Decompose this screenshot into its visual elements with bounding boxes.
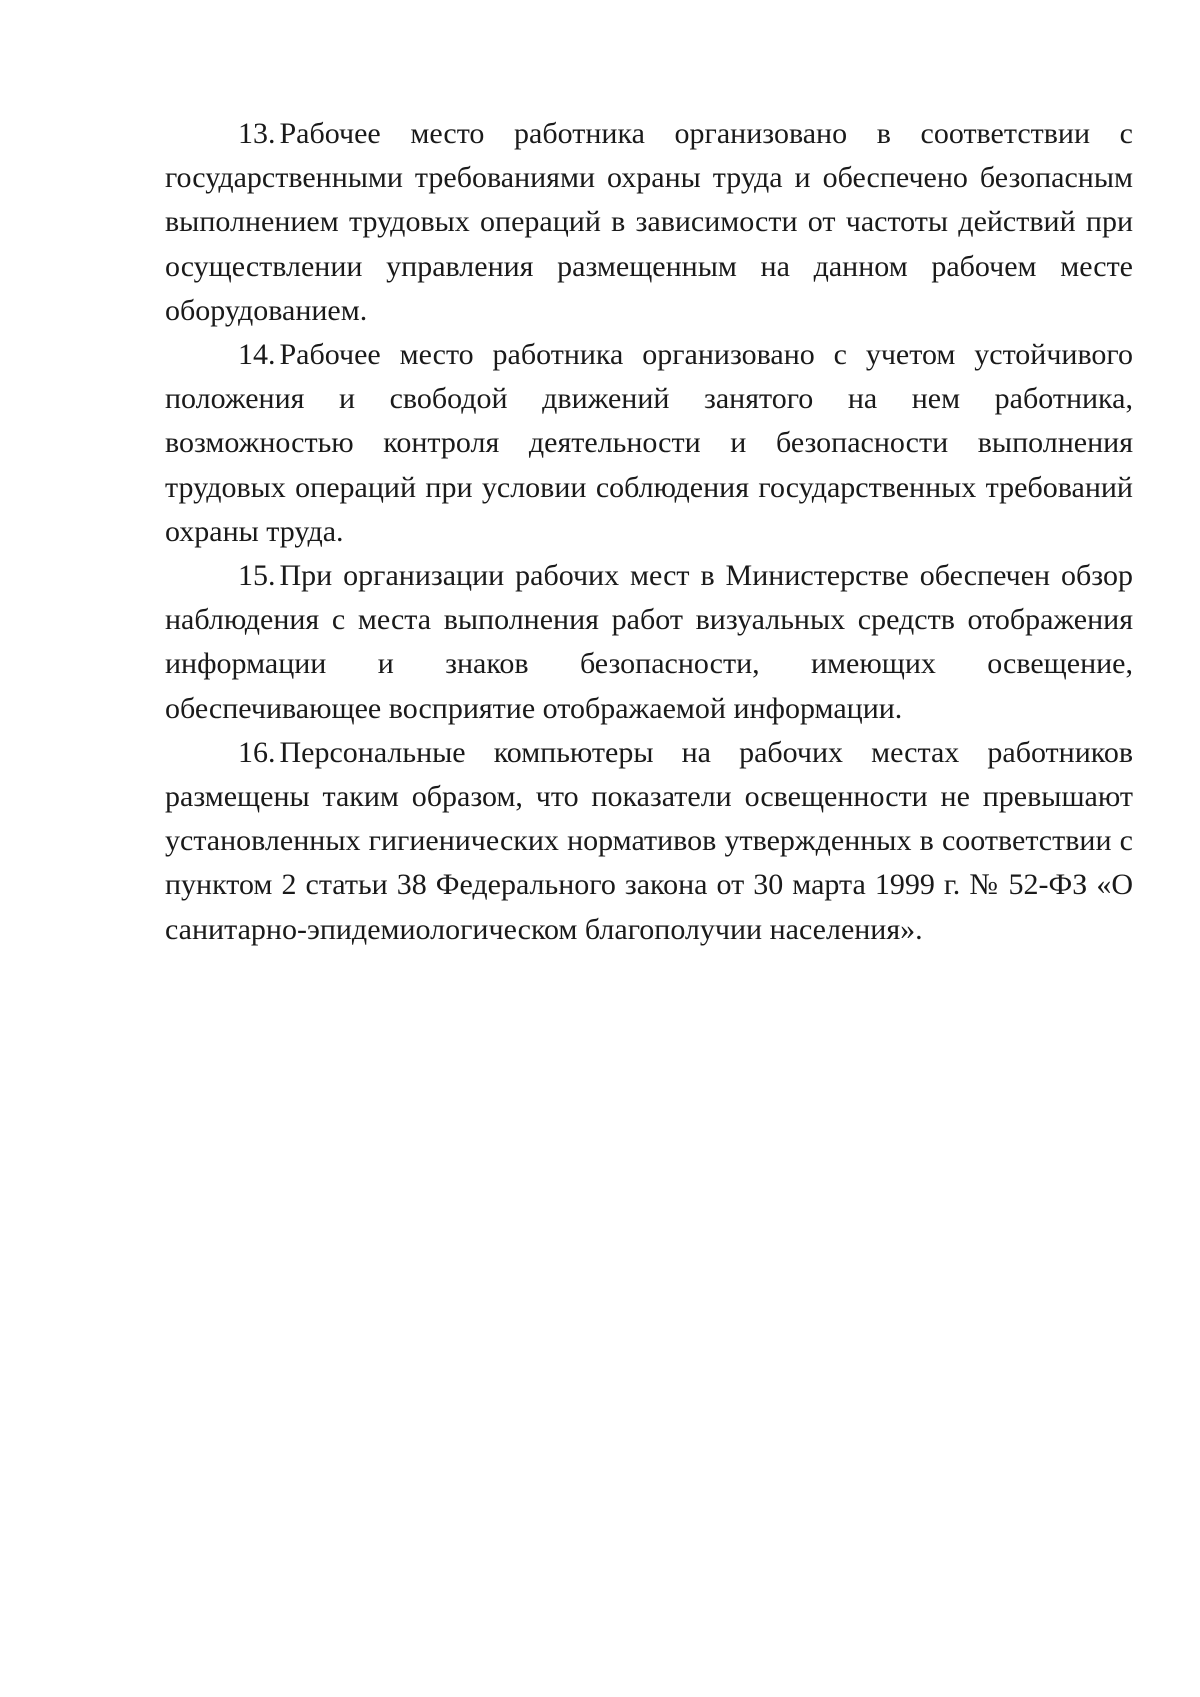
paragraph-15 — [165, 554, 1133, 731]
paragraph-text: Рабочее место работника организовано с учетом устойчивого положения и свободой движений занятого на нем работника, возможностью контроля деятельности и безопасности выполнения трудовых операций при условии соблюдения государственных требований охраны труда. — [165, 338, 1133, 548]
paragraph-14 — [165, 333, 1133, 554]
paragraph-number: 13. — [238, 117, 276, 150]
paragraph-16 — [165, 731, 1133, 952]
paragraph-number: 16. — [238, 735, 276, 769]
paragraph-text: Рабочее место работника организовано в соответствии с государственными требованиями охраны труда и обеспечено безопасным выполнением трудовых операций в зависимости от частоты действий при осуществлении управления размещенным на данном рабочем месте оборудованием. — [165, 117, 1133, 327]
paragraph-text: Персональные компьютеры на рабочих местах работников размещены таким образом, что показатели освещенности не превышают установленных гигиенических нормативов утвержденных в соответствии с пунктом 2 статьи 38 Федерального закона от 30 марта 1999 г. № 52-ФЗ «О санитарно-эпидемиологическом благополучии населения». — [165, 735, 1133, 946]
document-body — [165, 112, 1133, 952]
paragraph-number: 15. — [238, 559, 276, 593]
paragraph-text: При организации рабочих мест в Министерстве обеспечен обзор наблюдения с места выполнения работ визуальных средств отображения информации и знаков безопасности, имеющих освещение, обеспечивающее восприятие отображаемой информации. — [165, 559, 1133, 725]
paragraph-13 — [165, 112, 1133, 333]
paragraph-number: 14. — [238, 338, 276, 372]
